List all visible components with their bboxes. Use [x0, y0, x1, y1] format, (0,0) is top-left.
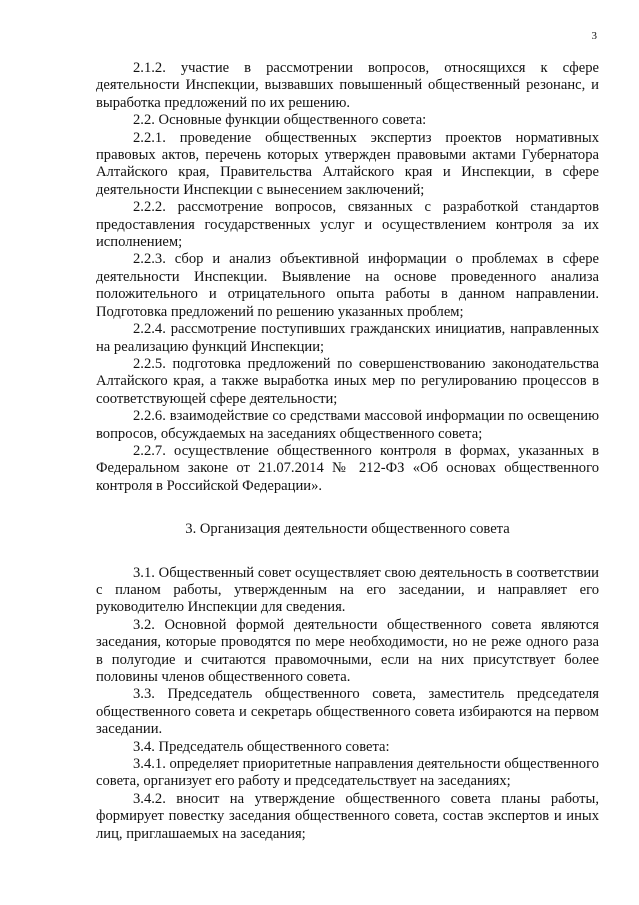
paragraph-2-2-2: 2.2.2. рассмотрение вопросов, связанных с разработкой стандартов предоставления государственных услуг и осуществлением контроля за их исполнением; [96, 199, 599, 251]
paragraph-3-4-2: 3.4.2. вносит на утверждение общественного совета планы работы, формирует повестку заседания общественного совета, состав экспертов и иных лиц, приглашаемых на заседания; [96, 790, 599, 842]
paragraph-2-1-2: 2.1.2. участие в рассмотрении вопросов, относящихся к сфере деятельности Инспекции, вызвавших повышенный общественный резонанс, и выработка предложений по их решению. [96, 60, 599, 111]
paragraph-2-2-4: 2.2.4. рассмотрение поступивших гражданских инициатив, направленных на реализацию функций Инспекции; [96, 321, 599, 355]
paragraph-3-3: 3.3. Председатель общественного совета, заместитель председателя общественного совета и секретарь общественного совета избираются на первом заседании. [96, 686, 599, 738]
section-3-heading: 3. Организация деятельности общественного совета [185, 521, 510, 538]
paragraph-2-2: 2.2. Основные функции общественного совета: [133, 112, 427, 129]
paragraph-2-2-3: 2.2.3. сбор и анализ объективной информации о проблемах в сфере деятельности Инспекции. Выявление на основе проведенного анализа положительного и отрицательного опыта работы в данном направлении. Подготовка предложений по решению указанных проблем; [96, 251, 599, 320]
paragraph-2-2-1: 2.2.1. проведение общественных экспертиз проектов нормативных правовых актов, перечень которых утвержден правовыми актами Губернатора Алтайского края, Правительства Алтайского края и Инспекции, в сфере деятельности Инспекции с вынесением заключений; [96, 129, 599, 198]
document-body [96, 60, 599, 843]
paragraph-3-2: 3.2. Основной формой деятельности общественного совета являются заседания, которые проводятся по мере необходимости, но не реже одного раза в полугодие и считаются правомочными, если на них присутствует более половины членов общественного совета. [96, 616, 599, 685]
paragraph-3-4: 3.4. Председатель общественного совета: [133, 738, 390, 755]
paragraph-2-2-6: 2.2.6. взаимодействие со средствами массовой информации по освещению вопросов, обсуждаемых на заседаниях общественного совета; [96, 408, 599, 442]
paragraph-3-1: 3.1. Общественный совет осуществляет свою деятельность в соответствии с планом работы, утвержденным на его заседании, и направляет его руководителю Инспекции для сведения. [96, 564, 599, 616]
page-number: 3 [591, 30, 597, 42]
paragraph-2-2-7: 2.2.7. осуществление общественного контроля в формах, указанных в Федеральном законе от 21.07.2014 № 212-ФЗ «Об основах общественного контроля в Российской Федерации». [96, 442, 599, 494]
paragraph-2-2-5: 2.2.5. подготовка предложений по совершенствованию законодательства Алтайского края, а также выработка иных мер по регулированию процессов в соответствующей сфере деятельности; [96, 355, 599, 407]
paragraph-3-4-1: 3.4.1. определяет приоритетные направления деятельности общественного совета, организует его работу и председательствует на заседаниях; [96, 756, 599, 790]
